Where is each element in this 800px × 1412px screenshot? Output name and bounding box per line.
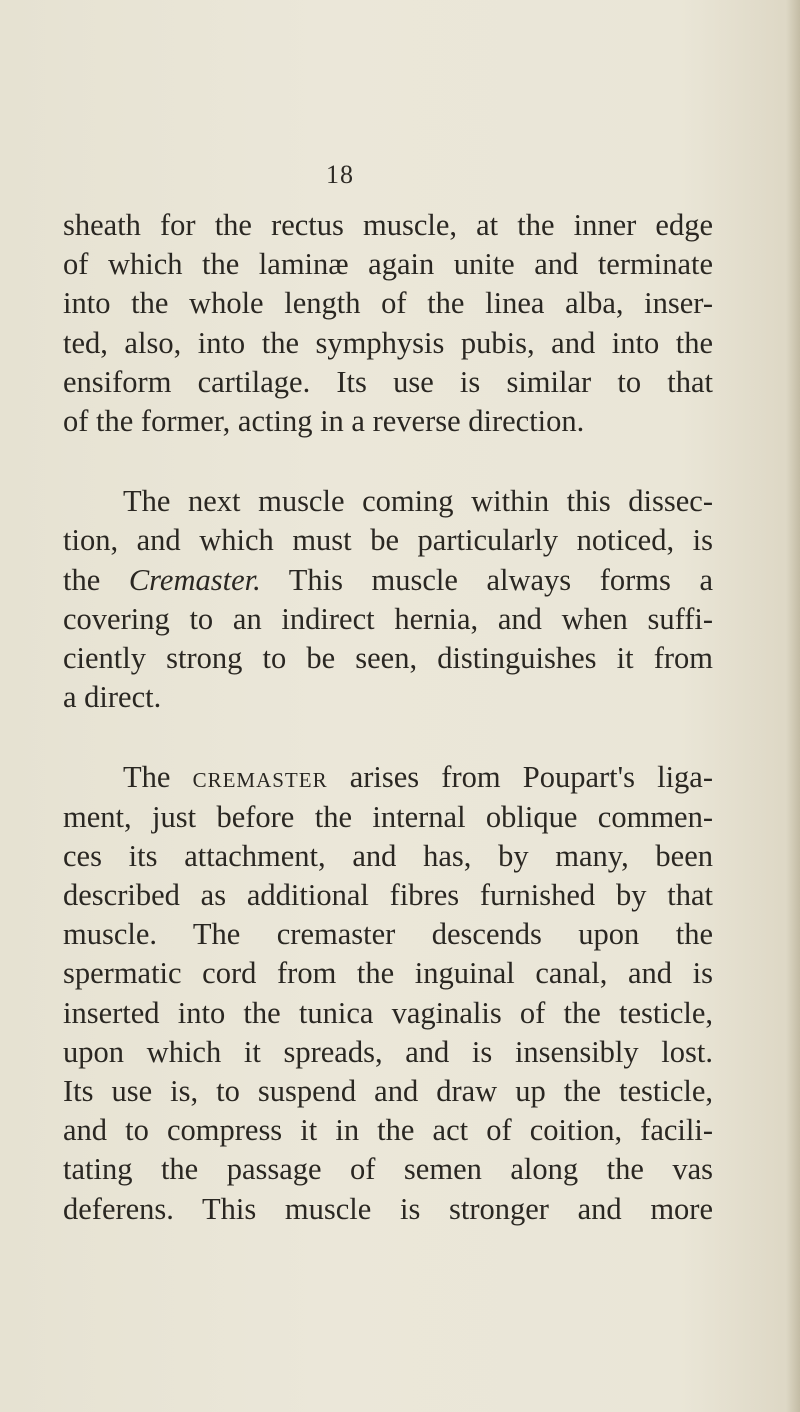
text-line: ciently strong to be seen, distinguishes it from [63, 641, 713, 676]
italic-term: Cremaster. [128, 562, 261, 597]
text-line: described as additional fibres furnished by that [63, 878, 713, 913]
page-edge-shadow [786, 0, 800, 1412]
text-line: a direct. [63, 680, 162, 715]
paragraph-2 [63, 482, 713, 717]
text-fragment: the [63, 562, 129, 597]
text-line: ces its attachment, and has, by many, been [63, 838, 713, 873]
text-line: upon which it spreads, and is insensibly lost. [63, 1034, 713, 1069]
text-line: deferens. This muscle is stronger and more [63, 1191, 713, 1226]
paragraph-3 [63, 758, 713, 1228]
text-fragment: arises from Poupart's liga- [327, 760, 713, 795]
text-line: muscle. The cremaster descends upon the [63, 917, 713, 952]
text-line: into the whole length of the linea alba, inser- [63, 286, 713, 321]
text-line: and to compress it in the act of coition, facili- [63, 1113, 713, 1148]
text-line: of the former, acting in a reverse direction. [63, 404, 585, 439]
text-line: covering to an indirect hernia, and when suffi- [63, 601, 713, 636]
text-line: sheath for the rectus muscle, at the inner edge [63, 208, 713, 242]
text-fragment: This muscle always forms a [260, 562, 713, 597]
paragraph-1 [63, 206, 713, 441]
text-fragment: The [123, 760, 193, 795]
text-line: Its use is, to suspend and draw up the testicle, [63, 1074, 713, 1109]
text-line [63, 758, 713, 797]
text-line: of which the laminæ again unite and terminate [63, 247, 713, 282]
text-line: ment, just before the internal oblique commen- [63, 799, 713, 834]
page-number: 18 [326, 160, 354, 189]
text-line [63, 561, 713, 600]
text-line: inserted into the tunica vaginalis of the testicle, [63, 995, 713, 1030]
body-text [63, 206, 713, 1229]
text-line: spermatic cord from the inguinal canal, and is [63, 956, 713, 991]
small-caps-term: cremaster [192, 760, 328, 795]
text-line: tating the passage of semen along the vas [63, 1152, 713, 1187]
text-line: ensiform cartilage. Its use is similar to that [63, 364, 713, 399]
text-line: ted, also, into the symphysis pubis, and into the [63, 325, 713, 360]
text-line: The next muscle coming within this dissec- [123, 484, 713, 519]
text-line: tion, and which must be particularly noticed, is [63, 523, 713, 558]
